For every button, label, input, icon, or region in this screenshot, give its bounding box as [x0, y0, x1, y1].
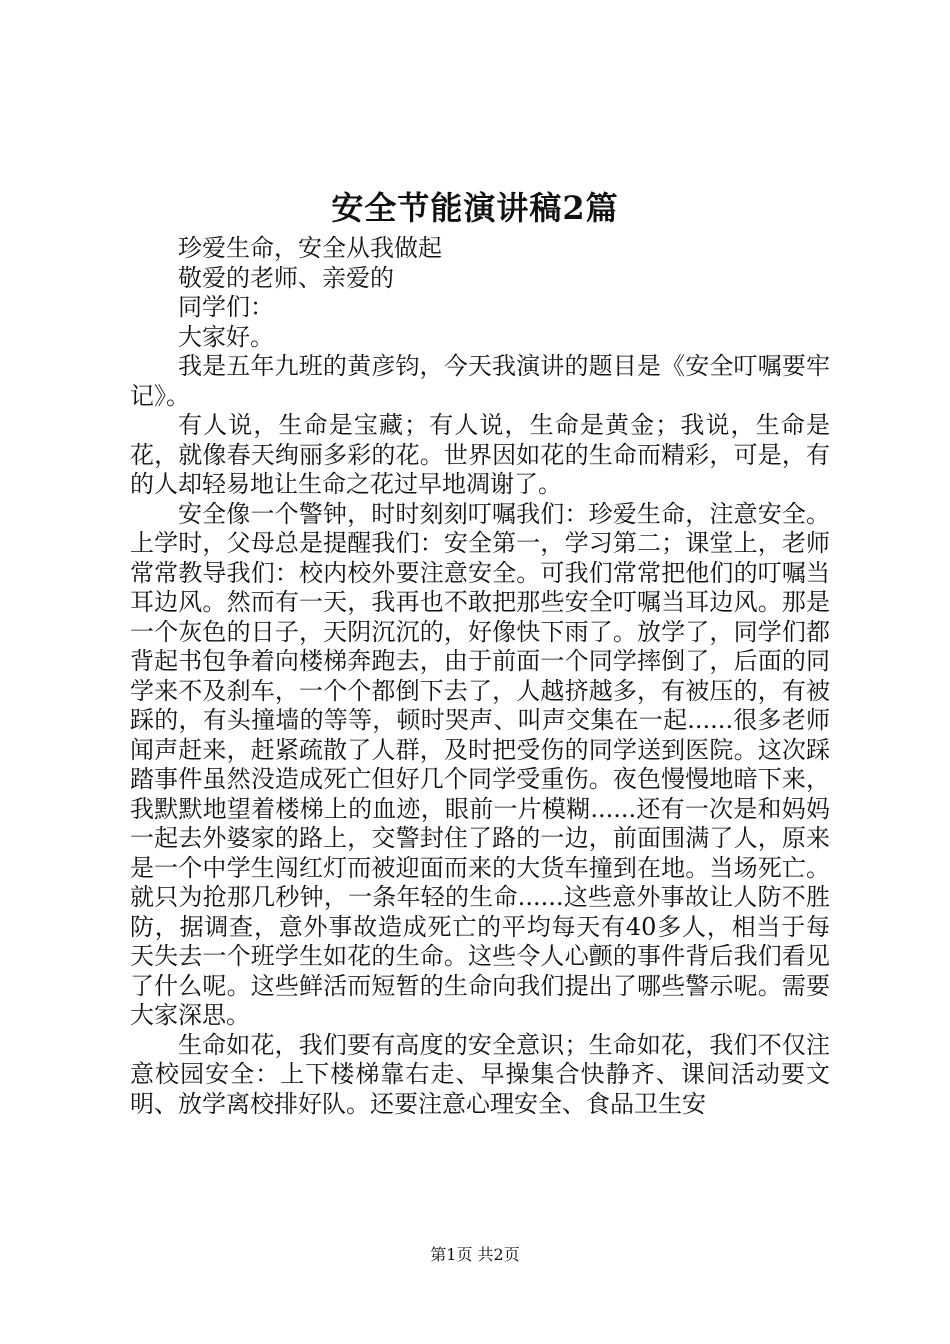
paragraph-subtitle: 珍爱生命，安全从我做起	[178, 234, 442, 262]
document-body	[130, 234, 830, 1119]
paragraph-awareness: 生命如花，我们要有高度的安全意识；生命如花，我们不仅注意校园安全：上下楼梯靠右走、早操集合快静齐、课间活动要文明、放学离校排好队。还要注意心理安全、食品卫生安	[130, 1030, 830, 1118]
paragraph-salutation-1: 敬爱的老师、亲爱的	[178, 263, 394, 292]
paragraph-safety-alarm: 安全像一个警钟，时时刻刻叮嘱我们：珍爱生命，注意安全。上学时，父母总是提醒我们：安全第一，学习第二；课堂上，老师常常教导我们：校内校外要注意安全。可我们常常把他们的叮嘱当耳边风。然而有一天，我再也不敢把那些安全叮嘱当耳边风。那是一个灰色的日子，天阴沉沉的，好像快下雨了。放学了，同学们都背起书包争着向楼梯奔跑去，由于前面一个同学摔倒了，后面的同学来不及刹车，一个个都倒下去了，人越挤越多，有被压的，有被踩的，有头撞墙的等等，顿时哭声、叫声交集在一起......很多老师闻声赶来，赶紧疏散了人群，及时把受伤的同学送到医院。这次踩踏事件虽然没造成死亡但好几个同学受重伤。夜色慢慢地暗下来，我默默地望着楼梯上的血迹，眼前一片模糊......还有一次是和妈妈一起去外婆家的路上，交警封住了路的一边，前面围满了人，原来是一个中学生闯红灯而被迎面而来的大货车撞到在地。当场死亡。就只为抢那几秒钟，一条年轻的生命......这些意外事故让人防不胜防，据调查，意外事故造成死亡的平均每天有40多人，相当于每天失去一个班学生如花的生命。这些令人心颤的事件背后我们看见了什么呢。这些鲜活而短暂的生命向我们提出了哪些警示呢。需要大家深思。	[130, 499, 830, 1029]
paragraph-life-flower: 有人说，生命是宝藏；有人说，生命是黄金；我说，生命是花，就像春天绚丽多彩的花。世界因如花的生命而精彩，可是，有的人却轻易地让生命之花过早地凋谢了。	[130, 411, 830, 498]
document-title: 安全节能演讲稿2篇	[331, 189, 619, 227]
paragraph-salutation-2: 同学们：	[178, 293, 274, 321]
paragraph-greeting: 大家好。	[178, 322, 274, 351]
page-footer: 第1页 共2页	[430, 1245, 520, 1264]
paragraph-intro: 我是五年九班的黄彦钧，今天我演讲的题目是《安全叮嘱要牢记》。	[130, 352, 830, 410]
